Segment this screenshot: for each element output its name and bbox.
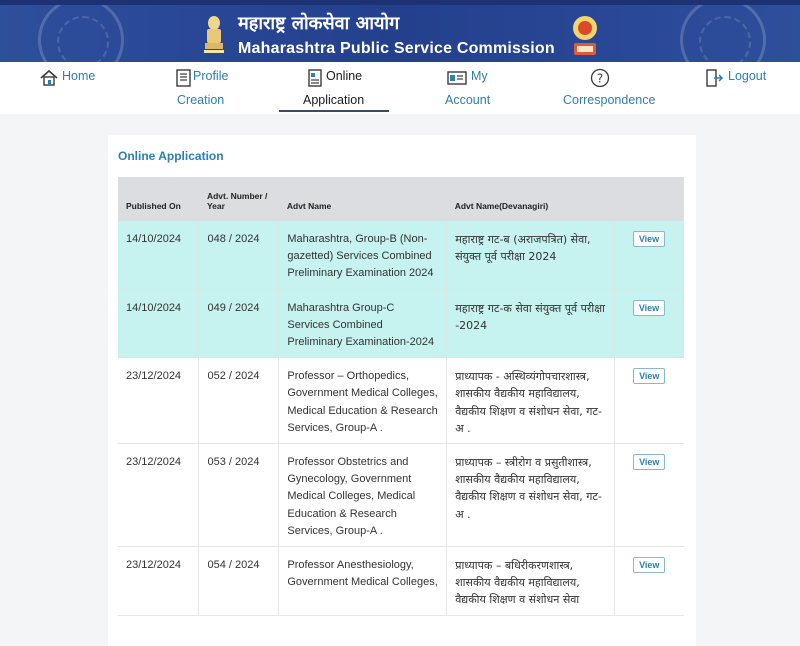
logout-icon (704, 68, 724, 88)
svg-text:?: ? (596, 71, 604, 86)
advt-number: 052 / 2024 (199, 358, 279, 444)
advt-name-devanagiri: प्राध्यापक – बधिरीकरणशास्त्र, शासकीय वैद्यकीय महाविद्यालय, वैद्यकीय शिक्षण व संशोधन सेवा (447, 547, 615, 616)
published-on: 14/10/2024 (118, 221, 199, 289)
advt-name-devanagiri: प्राध्यापक – स्त्रीरोग व प्रसुतीशास्त्र, शासकीय वैद्यकीय महाविद्यालय, वैद्यकीय शिक्षण व संशोधन सेवा, गट-अ . (447, 444, 615, 547)
online-application-card (108, 135, 696, 646)
online-application-icon (305, 68, 325, 88)
nav-correspondence[interactable] (562, 62, 662, 112)
main-nav (0, 62, 800, 114)
advt-number: 049 / 2024 (199, 289, 279, 358)
header-banner (0, 0, 800, 62)
section-title: Online Application (118, 149, 224, 163)
table-row (118, 358, 684, 444)
home-icon (39, 68, 59, 88)
view-button[interactable]: View (633, 454, 665, 470)
advt-number: 053 / 2024 (199, 444, 279, 547)
table-row (118, 289, 684, 358)
nav-profile-label-2: Creation (177, 93, 225, 107)
published-on: 23/12/2024 (118, 358, 199, 444)
advt-name: Professor Obstetrics and Gynecology, Government Medical Colleges, Medical Education & Research Services, Group-A . (279, 444, 447, 547)
nav-online-label-1: Online (326, 69, 363, 83)
advt-name-devanagiri: प्राध्यापक - अस्थिव्यंगोपचारशास्त्र, शासकीय वैद्यकीय महाविद्यालय, वैद्यकीय शिक्षण व संशोधन सेवा, गट-अ . (447, 358, 615, 444)
profile-icon (174, 68, 194, 88)
header-published-on: Published On (118, 177, 199, 221)
published-on: 23/12/2024 (118, 547, 199, 616)
nav-account-label-1: My (471, 69, 488, 83)
advt-number: 048 / 2024 (199, 221, 279, 289)
advt-number: 054 / 2024 (199, 547, 279, 616)
watermark-emblem-right-icon (680, 0, 766, 62)
my-account-icon (447, 68, 467, 88)
nav-logout-label: Logout (728, 69, 767, 83)
national-emblem-icon (200, 13, 228, 57)
advt-name: Maharashtra Group-C Services Combined Preliminary Examination-2024 (279, 289, 447, 358)
watermark-emblem-left-icon (38, 0, 124, 62)
nav-home[interactable] (36, 62, 106, 112)
advt-name: Maharashtra, Group-B (Non-gazetted) Services Combined Preliminary Examination 2024 (279, 221, 447, 289)
nav-online-label-2: Application (303, 93, 365, 107)
title-marathi: महाराष्ट्र लोकसेवा आयोग (238, 13, 400, 34)
advertisements-table (118, 177, 684, 616)
nav-home-label: Home (62, 69, 96, 83)
mpsc-logo-icon (568, 13, 602, 59)
table-row (118, 547, 684, 616)
published-on: 14/10/2024 (118, 289, 199, 358)
nav-my-account[interactable] (444, 62, 514, 112)
header-advt-name-devanagiri: Advt Name(Devanagiri) (447, 177, 615, 221)
view-button[interactable]: View (633, 300, 665, 316)
table-header-row (118, 177, 684, 221)
table-row (118, 221, 684, 289)
header-advt-number: Advt. Number / Year (199, 177, 279, 221)
nav-logout[interactable] (704, 62, 774, 112)
view-button[interactable]: View (633, 231, 665, 247)
title-english: Maharashtra Public Service Commission (238, 40, 555, 57)
nav-account-label-2: Account (445, 93, 491, 107)
view-button[interactable]: View (633, 557, 665, 573)
advt-name: Professor Anesthesiology, Government Medical Colleges, (279, 547, 447, 616)
nav-profile-creation[interactable] (172, 62, 242, 112)
advt-name: Professor – Orthopedics, Government Medical Colleges, Medical Education & Research Services, Group-A . (279, 358, 447, 444)
question-icon (590, 68, 610, 88)
nav-online-application[interactable] (279, 62, 389, 112)
header-advt-name: Advt Name (279, 177, 447, 221)
published-on: 23/12/2024 (118, 444, 199, 547)
header-action (615, 177, 684, 221)
view-button[interactable]: View (633, 368, 665, 384)
advt-name-devanagiri: महाराष्ट्र गट-ब (अराजपत्रित) सेवा, संयुक्त पूर्व परीक्षा 2024 (447, 221, 615, 289)
advt-name-devanagiri: महाराष्ट्र गट-क सेवा संयुक्त पूर्व परीक्षा -2024 (447, 289, 615, 358)
table-row (118, 444, 684, 547)
nav-correspondence-label: Correspondence (563, 93, 656, 107)
nav-profile-label-1: Profile (193, 69, 229, 83)
